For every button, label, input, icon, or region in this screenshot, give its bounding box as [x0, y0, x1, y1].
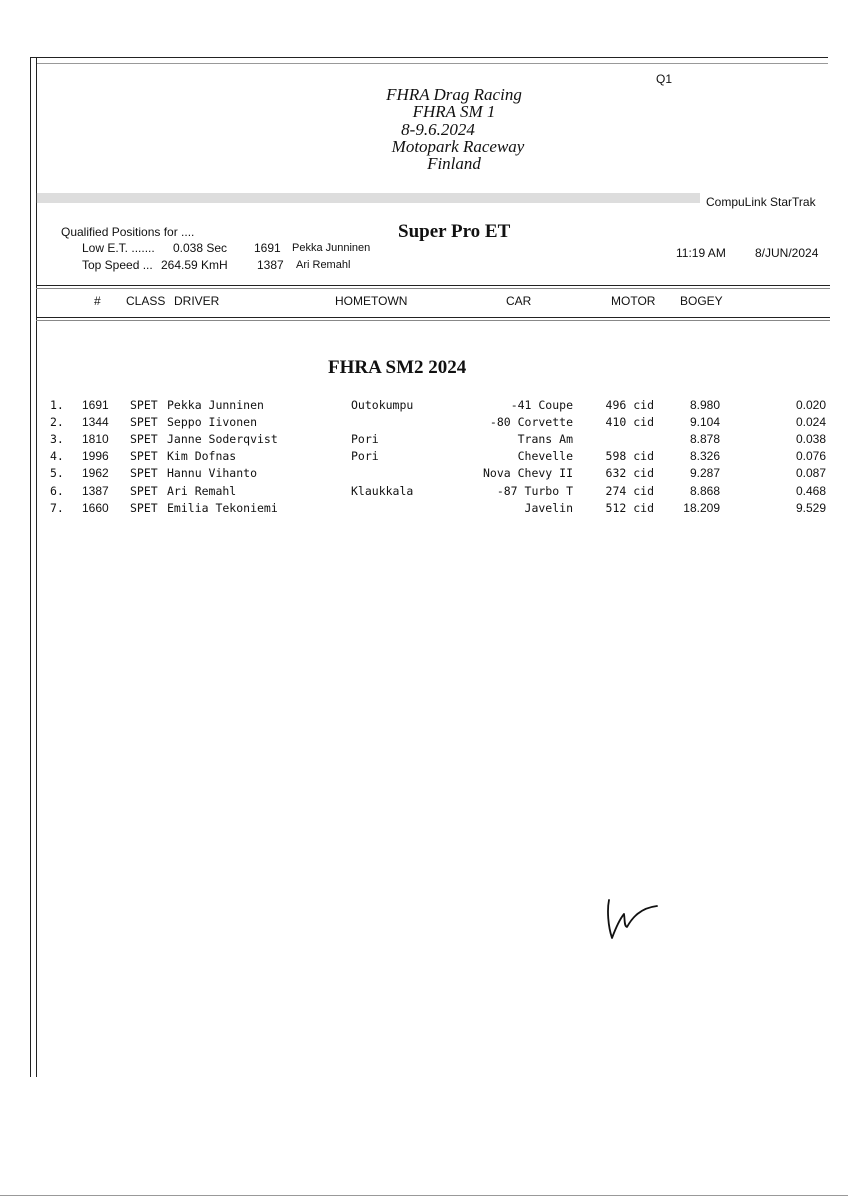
row-car: Trans Am — [517, 432, 573, 446]
header-rule-bottom — [36, 317, 830, 318]
top-speed-driver: Ari Remahl — [296, 259, 351, 271]
row-driver: Emilia Tekoniemi — [167, 501, 278, 515]
qualifier-label: Q1 — [656, 72, 673, 86]
top-speed-number: 1387 — [257, 258, 284, 272]
report-time: 11:19 AM — [676, 246, 726, 260]
top-speed-label: Top Speed ... — [82, 258, 153, 272]
row-et: 18.209 — [683, 501, 720, 515]
low-et-number: 1691 — [254, 241, 281, 255]
top-border — [30, 57, 828, 58]
row-bogey: 0.468 — [795, 484, 826, 498]
row-position: 3. — [50, 432, 64, 446]
row-class: SPET — [130, 398, 158, 412]
row-motor: 496 cid — [605, 398, 654, 412]
header-rule-top — [36, 285, 830, 286]
row-hometown: Pori — [351, 432, 379, 446]
row-position: 2. — [50, 415, 64, 429]
event-line-5: Finland — [427, 154, 481, 173]
row-motor: 410 cid — [605, 415, 654, 429]
row-position: 7. — [50, 501, 64, 515]
row-motor: 632 cid — [605, 466, 654, 480]
header-rule-bottom-2 — [36, 320, 830, 321]
row-bogey: 0.087 — [795, 466, 826, 480]
row-number: 1996 — [82, 449, 109, 463]
top-border-inner — [36, 63, 828, 64]
class-title: Super Pro ET — [398, 221, 511, 242]
report-date: 8/JUN/2024 — [755, 246, 819, 260]
row-driver: Kim Dofnas — [167, 449, 237, 463]
row-position: 6. — [50, 484, 64, 498]
table-row — [0, 501, 848, 518]
row-number: 1691 — [82, 398, 109, 412]
low-et-driver: Pekka Junninen — [292, 242, 371, 254]
row-class: SPET — [130, 501, 158, 515]
row-number: 1810 — [82, 432, 109, 446]
row-car: Javelin — [524, 501, 573, 515]
row-car: Nova Chevy II — [482, 466, 573, 480]
row-car: -41 Coupe — [510, 398, 573, 412]
col-class: CLASS — [126, 294, 166, 308]
col-motor: MOTOR — [611, 294, 656, 308]
row-et: 8.878 — [689, 432, 720, 446]
row-class: SPET — [130, 466, 158, 480]
row-class: SPET — [130, 484, 158, 498]
row-et: 9.287 — [689, 466, 720, 480]
signature-mark — [600, 896, 664, 946]
row-et: 8.980 — [689, 398, 720, 412]
row-class: SPET — [130, 415, 158, 429]
table-row — [0, 398, 848, 415]
col-bogey: BOGEY — [680, 294, 723, 308]
row-driver: Hannu Vihanto — [167, 466, 258, 480]
row-hometown: Pori — [351, 449, 379, 463]
low-et-label: Low E.T. ....... — [82, 241, 155, 255]
event-line-1: FHRA Drag Racing — [386, 85, 522, 104]
col-car: CAR — [506, 294, 532, 308]
row-motor: 512 cid — [605, 501, 654, 515]
left-border-inner — [36, 57, 37, 1077]
row-bogey: 0.020 — [795, 398, 826, 412]
left-border — [30, 57, 31, 1077]
row-car: -80 Corvette — [489, 415, 573, 429]
row-et: 9.104 — [689, 415, 720, 429]
event-line-4: Motopark Raceway — [391, 137, 525, 156]
row-bogey: 0.038 — [795, 432, 826, 446]
row-driver: Ari Remahl — [167, 484, 237, 498]
table-row — [0, 484, 848, 501]
table-row — [0, 415, 848, 432]
row-driver: Pekka Junninen — [167, 398, 264, 412]
table-row — [0, 449, 848, 466]
row-class: SPET — [130, 449, 158, 463]
row-bogey: 9.529 — [795, 501, 826, 515]
top-speed-value: 264.59 KmH — [161, 258, 228, 272]
col-driver: DRIVER — [174, 294, 220, 308]
event-line-2: FHRA SM 1 — [412, 102, 496, 121]
row-number: 1660 — [82, 501, 109, 515]
row-class: SPET — [130, 432, 158, 446]
row-car: -87 Turbo T — [496, 484, 573, 498]
row-et: 8.326 — [689, 449, 720, 463]
row-motor: 598 cid — [605, 449, 654, 463]
row-position: 4. — [50, 449, 64, 463]
row-car: Chevelle — [517, 449, 573, 463]
row-number: 1344 — [82, 415, 109, 429]
row-number: 1962 — [82, 466, 109, 480]
table-row — [0, 466, 848, 483]
row-et: 8.868 — [689, 484, 720, 498]
row-number: 1387 — [82, 484, 109, 498]
row-bogey: 0.024 — [795, 415, 826, 429]
low-et-value: 0.038 Sec — [173, 241, 228, 255]
col-hometown: HOMETOWN — [335, 294, 408, 308]
row-hometown: Klaukkala — [351, 484, 414, 498]
event-line-3: 8-9.6.2024 — [401, 120, 475, 139]
section-title: FHRA SM2 2024 — [328, 357, 467, 378]
col-num: # — [94, 294, 101, 308]
qualified-positions-label: Qualified Positions for .... — [61, 225, 195, 239]
row-hometown: Outokumpu — [351, 398, 414, 412]
row-driver: Janne Soderqvist — [167, 432, 278, 446]
row-position: 1. — [50, 398, 64, 412]
row-driver: Seppo Iivonen — [167, 415, 258, 429]
row-motor: 274 cid — [605, 484, 654, 498]
header-rule-top-2 — [36, 288, 830, 289]
dotted-separator — [36, 193, 700, 203]
bottom-border — [0, 1195, 848, 1196]
timing-system-label: CompuLink StarTrak — [706, 195, 816, 209]
row-position: 5. — [50, 466, 64, 480]
table-row — [0, 432, 848, 449]
row-bogey: 0.076 — [795, 449, 826, 463]
